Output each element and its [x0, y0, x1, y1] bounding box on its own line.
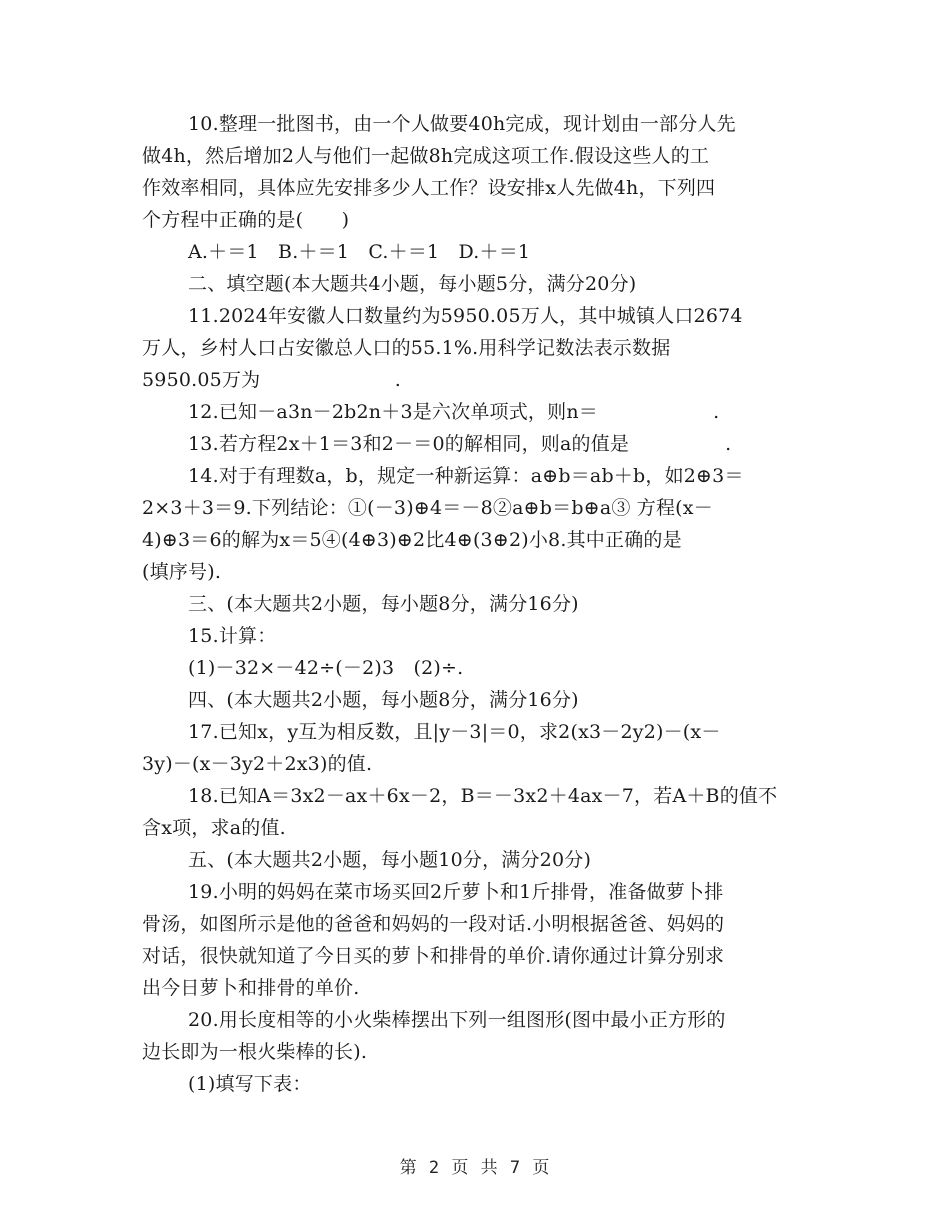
question-11-line-3: 5950.05万为 . [142, 369, 402, 391]
question-18 [142, 780, 810, 844]
question-20-line-2: 边长即为一根火柴棒的长). [142, 1041, 368, 1063]
question-10 [142, 108, 810, 268]
section-3-heading: 三、(本大题共2小题，每小题8分，满分16分) [188, 593, 579, 615]
document-body [142, 108, 810, 1100]
question-18-line-2: 含x项，求a的值. [142, 817, 286, 839]
section-4-heading: 四、(本大题共2小题，每小题8分，满分16分) [188, 689, 579, 711]
question-19 [142, 876, 810, 1004]
question-10-line-4: 个方程中正确的是( ) [142, 209, 350, 231]
question-17-line-2: 3y)－(x－3y2＋2x3)的值. [142, 753, 373, 775]
question-20 [142, 1004, 810, 1100]
section-5-heading: 五、(本大题共2小题，每小题10分，满分20分) [188, 849, 592, 871]
question-19-line-4: 出今日萝卜和排骨的单价. [142, 977, 360, 999]
question-14 [142, 460, 810, 588]
question-12: 12.已知－a3n－2b2n＋3是六次单项式，则n＝ . [188, 401, 720, 423]
section-2-heading: 二、填空题(本大题共4小题，每小题5分，满分20分) [188, 273, 637, 295]
question-20-sub-1: (1)填写下表： [188, 1073, 312, 1095]
question-14-line-4: (填序号). [142, 561, 222, 583]
question-14-line-2: 2×3＋3＝9.下列结论：①(－3)⊕4＝－8②a⊕b＝b⊕a③ 方程(x－ [142, 497, 713, 519]
question-19-line-3: 对话，很快就知道了今日买的萝卜和排骨的单价.请你通过计算分别求 [142, 945, 725, 967]
question-17 [142, 716, 810, 780]
question-10-line-2: 做4h，然后增加2人与他们一起做8h完成这项工作.假设这些人的工 [142, 145, 710, 167]
question-14-line-3: 4)⊕3＝6的解为x＝5④(4⊕3)⊕2比4⊕(3⊕2)小8.其中正确的是 [142, 529, 682, 551]
question-19-line-1: 19.小明的妈妈在菜市场买回2斤萝卜和1斤排骨，准备做萝卜排 [188, 881, 724, 903]
question-14-line-1: 14.对于有理数a，b，规定一种新运算：a⊕b＝ab＋b，如2⊕3＝ [188, 465, 744, 487]
question-13: 13.若方程2x＋1＝3和2－＝0的解相同，则a的值是 . [188, 433, 732, 455]
page-footer: 第 2 页 共 7 页 [399, 1158, 551, 1178]
question-10-line-1: 10.整理一批图书，由一个人做要40h完成，现计划由一部分人先 [188, 113, 736, 135]
question-10-line-3: 作效率相同，具体应先安排多少人工作？设安排x人先做4h，下列四 [142, 177, 716, 199]
question-15-parts: (1)－32×－42÷(－2)3 (2)÷. [188, 657, 464, 679]
question-10-options: A.＋＝1 B.＋＝1 C.＋＝1 D.＋＝1 [188, 241, 531, 263]
question-17-line-1: 17.已知x，y互为相反数，且|y－3|＝0，求2(x3－2y2)－(x－ [188, 721, 721, 743]
question-19-line-2: 骨汤，如图所示是他的爸爸和妈妈的一段对话.小明根据爸爸、妈妈的 [142, 913, 725, 935]
question-11-line-2: 万人，乡村人口占安徽总人口的55.1%.用科学记数法表示数据 [142, 337, 671, 359]
question-15-title: 15.计算： [188, 625, 277, 647]
question-20-line-1: 20.用长度相等的小火柴棒摆出下列一组图形(图中最小正方形的 [188, 1009, 726, 1031]
question-18-line-1: 18.已知A＝3x2－ax＋6x－2，B＝－3x2＋4ax－7，若A＋B的值不 [188, 785, 778, 807]
question-11 [142, 300, 810, 396]
question-11-line-1: 11.2024年安徽人口数量约为5950.05万人，其中城镇人口2674 [188, 305, 743, 327]
